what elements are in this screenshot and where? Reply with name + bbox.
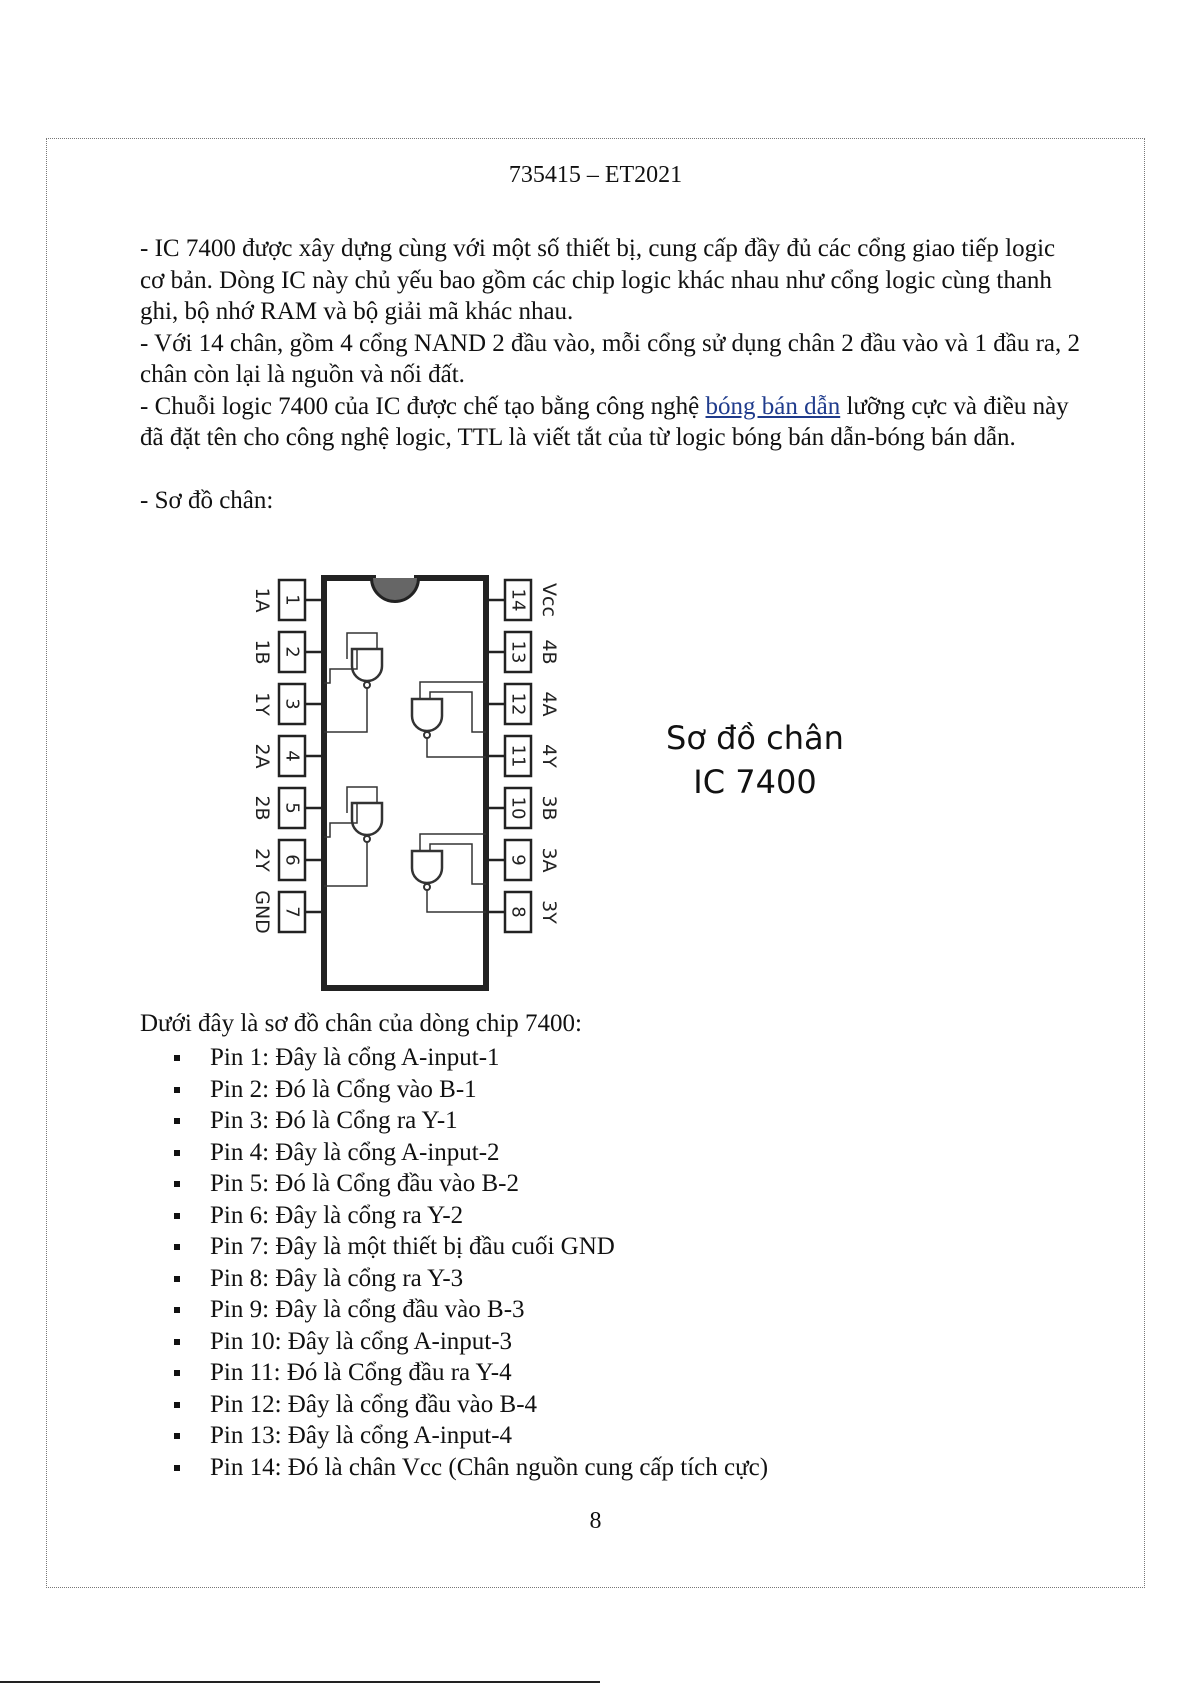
pin-list-item [140,1263,1040,1295]
pin-list-item [140,1200,1040,1232]
pin-list-text: Pin 10: Đây là cổng A-input-3 [210,1327,513,1355]
right-pin-number: 9 [507,854,529,866]
right-pin-label: 4Y [538,744,560,768]
paragraph-pin-count: - Với 14 chân, gồm 4 cổng NAND 2 đầu vào, mỗi cổng sử dụng chân 2 đầu vào và 1 đầu ra, 2 chân còn lại là nguồn và nối đất. [140,329,1081,388]
link-bong-ban-dan[interactable]: bóng bán dẫn [705,392,841,420]
right-pin-label: 4B [538,639,560,665]
right-pin-label: 3B [538,795,560,821]
right-pin-label: 4A [538,691,560,717]
right-pin-number: 14 [507,588,529,612]
bullet-icon [174,1055,180,1061]
pin-list-item [140,1420,1040,1452]
ic-body [324,578,486,988]
pin-list-item [140,1042,1040,1074]
left-pin-number: 2 [281,646,303,658]
paragraph-ic7400-intro: - IC 7400 được xây dựng cùng với một số thiết bị, cung cấp đầy đủ các cổng giao tiếp logic cơ bản. Dòng IC này chủ yếu bao gồm các chip logic khác nhau như cổng logic cùng thanh ghi, bộ nhớ RAM và bộ giải mã khác nhau. [140,235,1056,325]
page-number: 8 [589,1508,602,1534]
pin-list-text: Pin 1: Đây là cổng A-input-1 [210,1044,500,1071]
right-pin-label: 3A [538,847,560,873]
left-pin-group [251,580,321,934]
bullet-icon [174,1370,180,1376]
paragraph-ttl-end: lưỡng cực và điều này đã đặt tên cho công nghệ logic, TTL là viết tắt của từ logic bóng bán dẫn-bóng bán dẫn. [140,392,1069,451]
pin-list-text: Pin 6: Đây là cổng ra Y-2 [210,1201,464,1229]
pin-list [140,1042,1040,1483]
bullet-icon [174,1339,180,1345]
left-pin-label: GND [251,890,273,934]
right-pin-number: 8 [507,906,529,918]
bullet-icon [174,1433,180,1439]
pin-list-text: Pin 7: Đây là một thiết bị đầu cuối GND [210,1233,615,1260]
ic7400-pinout-diagram [251,572,592,997]
right-pin-number: 11 [507,744,529,768]
left-pin-number: 1 [281,594,303,606]
bullet-icon [174,1465,180,1471]
pin-list-item [140,1357,1040,1389]
left-pin-number: 6 [281,854,303,866]
pin-list-text: Pin 4: Đây là cổng A-input-2 [210,1138,500,1166]
left-pin-number: 4 [281,750,303,762]
pin-list-item [140,1294,1040,1326]
pinout-label: - Sơ đồ chân: [140,487,274,514]
bullet-icon [174,1213,180,1219]
pin-list-item [140,1168,1040,1200]
pin-list-text: Pin 9: Đây là cổng đầu vào B-3 [210,1296,525,1323]
paragraph-ttl-start: - Chuỗi logic 7400 của IC được chế tạo bằng công nghệ [140,392,706,420]
left-pin-label: 1B [251,639,273,665]
pin-list-text: Pin 8: Đây là cổng ra Y-3 [210,1264,464,1292]
left-pin-number: 5 [281,802,303,814]
pin-list-text: Pin 5: Đó là Cổng đầu vào B-2 [210,1170,520,1197]
left-pin-label: 2B [251,795,273,821]
right-pin-label: 3Y [538,900,560,924]
caption-line-2: IC 7400 [693,763,817,801]
right-pin-number: 13 [507,640,529,664]
left-pin-number: 7 [281,906,303,918]
pin-list-text: Pin 12: Đây là cổng đầu vào B-4 [210,1390,538,1418]
pin-list-item [140,1137,1040,1169]
pin-list-item [140,1389,1040,1421]
bottom-rule [0,1681,600,1683]
pin-list-item [140,1105,1040,1137]
left-pin-label: 1Y [251,692,273,716]
paragraph-ttl [140,391,1080,454]
caption-line-1: Sơ đồ chân [666,719,844,757]
right-pin-group [489,580,560,932]
right-pin-number: 12 [507,692,529,716]
bullet-icon [174,1118,180,1124]
right-pin-label: Vcc [538,583,560,617]
left-pin-number: 3 [281,698,303,710]
left-pin-label: 1A [251,587,273,613]
page-header: 735415 – ET2021 [508,162,683,188]
pin-list-text: Pin 11: Đó là Cổng đầu ra Y-4 [210,1359,512,1386]
pin-list-intro: Dưới đây là sơ đồ chân của dòng chip 7400: [140,1010,582,1037]
left-pin-label: 2Y [251,848,273,872]
pin-list-item [140,1452,1040,1484]
bullet-icon [174,1181,180,1187]
diagram-caption [620,716,890,804]
pin-list-item [140,1231,1040,1263]
bullet-icon [174,1276,180,1282]
pin-list-item [140,1326,1040,1358]
bullet-icon [174,1402,180,1408]
pin-list-text: Pin 14: Đó là chân Vcc (Chân nguồn cung cấp tích cực) [210,1453,769,1481]
pin-list-item [140,1074,1040,1106]
bullet-icon [174,1087,180,1093]
pin-list-text: Pin 13: Đây là cổng A-input-4 [210,1422,513,1449]
bullet-icon [174,1150,180,1156]
body-text [140,233,1080,517]
bullet-icon [174,1307,180,1313]
pin-list-text: Pin 2: Đó là Cổng vào B-1 [210,1075,477,1103]
bullet-icon [174,1244,180,1250]
pin-list-text: Pin 3: Đó là Cổng ra Y-1 [210,1107,458,1134]
right-pin-number: 10 [507,796,529,820]
left-pin-label: 2A [251,743,273,769]
